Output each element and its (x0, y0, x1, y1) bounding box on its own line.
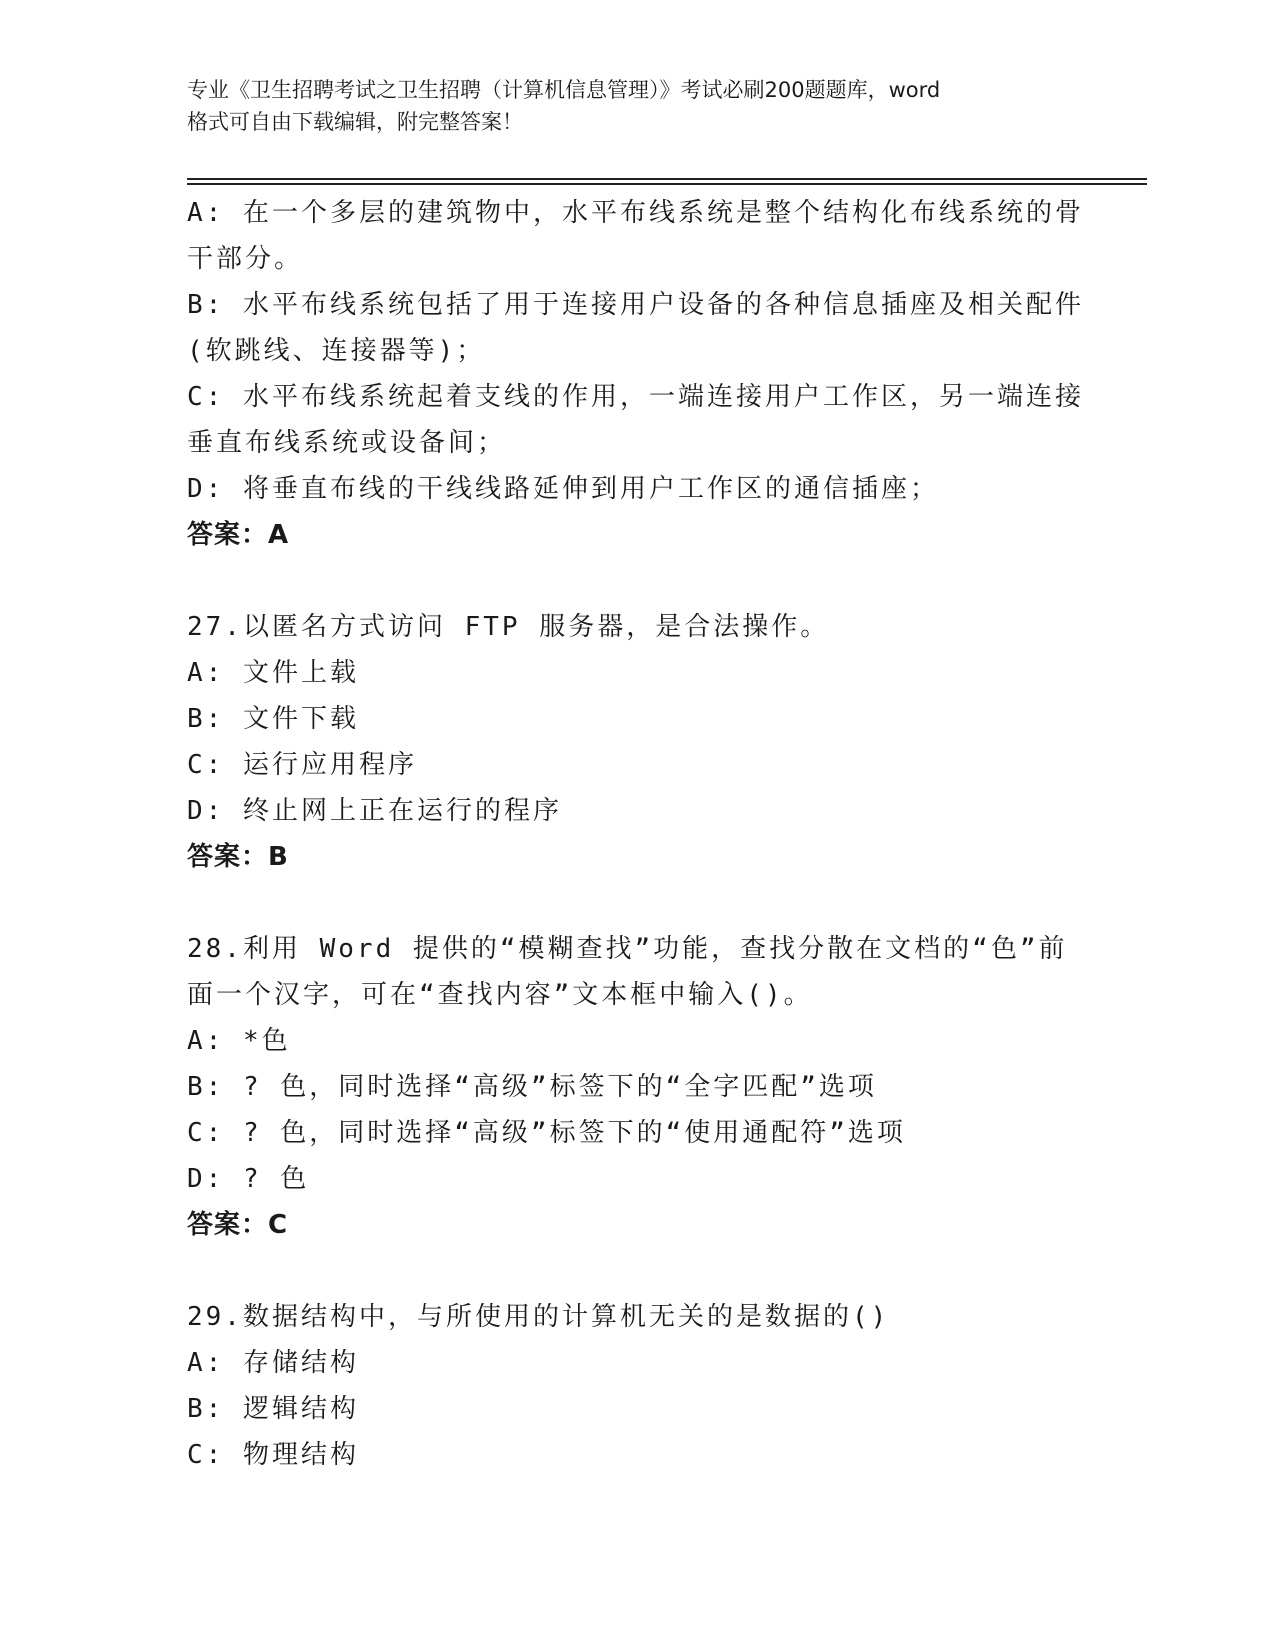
option-d-line-1: D: 将垂直布线的干线线路延伸到用户工作区的通信插座； (187, 474, 939, 504)
question-26 (187, 190, 1087, 558)
header-line-2: 格式可自由下载编辑，附完整答案！ (187, 110, 523, 134)
question-28-text-line-2: 面一个汉字，可在“查找内容”文本框中输入()。 (187, 980, 813, 1010)
option-c-line-2: 垂直布线系统或设备间； (187, 428, 507, 458)
header-divider-top (187, 178, 1147, 180)
option-b: B: 文件下载 (187, 704, 359, 734)
option-a: A: 文件上载 (187, 658, 359, 688)
spacer (187, 558, 1087, 604)
document-body (187, 190, 1087, 1478)
option-a-line-1: A: 在一个多层的建筑物中，水平布线系统是整个结构化布线系统的骨 (187, 198, 1084, 228)
option-d: D: ? 色 (187, 1164, 310, 1194)
spacer (187, 880, 1087, 926)
option-a: A: *色 (187, 1026, 291, 1056)
option-c: C: 物理结构 (187, 1440, 359, 1470)
answer-28: 答案：C (187, 1210, 289, 1240)
answer-27: 答案：B (187, 842, 289, 872)
option-c: C: ? 色，同时选择“高级”标签下的“使用通配符”选项 (187, 1118, 906, 1148)
option-c: C: 运行应用程序 (187, 750, 417, 780)
document-header (187, 74, 1087, 138)
option-b: B: 逻辑结构 (187, 1394, 359, 1424)
question-29 (187, 1294, 1087, 1478)
spacer (187, 1248, 1087, 1294)
option-a: A: 存储结构 (187, 1348, 359, 1378)
option-b-line-1: B: 水平布线系统包括了用于连接用户设备的各种信息插座及相关配件 (187, 290, 1084, 320)
option-b-line-2: (软跳线、连接器等)； (187, 336, 486, 366)
question-27-text: 27.以匿名方式访问 FTP 服务器，是合法操作。 (187, 612, 830, 642)
answer-26: 答案：A (187, 520, 290, 550)
header-line-1: 专业《卫生招聘考试之卫生招聘（计算机信息管理）》考试必刷200题题库，word (187, 78, 941, 102)
question-28-text-line-1: 28.利用 Word 提供的“模糊查找”功能，查找分散在文档的“色”前 (187, 934, 1068, 964)
option-b: B: ? 色，同时选择“高级”标签下的“全字匹配”选项 (187, 1072, 877, 1102)
question-29-text: 29.数据结构中，与所使用的计算机无关的是数据的() (187, 1302, 890, 1332)
option-d: D: 终止网上正在运行的程序 (187, 796, 562, 826)
option-c-line-1: C: 水平布线系统起着支线的作用，一端连接用户工作区，另一端连接 (187, 382, 1084, 412)
question-28 (187, 926, 1087, 1248)
header-divider-bottom (187, 183, 1147, 185)
option-a-line-2: 干部分。 (187, 244, 304, 274)
question-27 (187, 604, 1087, 880)
